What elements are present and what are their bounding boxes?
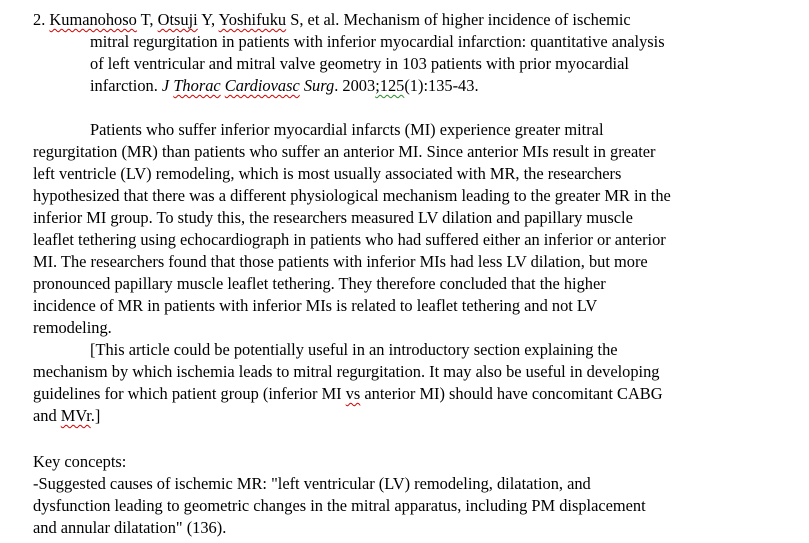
citation-pages: (1):135-43. — [404, 76, 479, 95]
citation-title-end: infarction. — [90, 76, 158, 95]
author-initial: Y, — [201, 10, 216, 29]
citation-line-2: mitral regurgitation in patients with inferior myocardial infarction: quantitative analysis — [90, 32, 665, 51]
citation-line-1 — [33, 9, 631, 31]
summary-line: Patients who suffer inferior myocardial infarcts (MI) experience greater mitral — [90, 120, 604, 139]
citation-line-4 — [90, 75, 479, 97]
journal-name: J Thorac Cardiovasc Surg — [161, 76, 335, 95]
author-name: Otsuji — [157, 10, 198, 29]
summary-line: pronounced papillary muscle leaflet tethering. They therefore concluded that the higher — [33, 274, 606, 293]
citation-volume: ;125 — [375, 76, 405, 95]
comment-line: mechanism by which ischemia leads to mitral regurgitation. It may also be useful in developing — [33, 362, 660, 381]
citation-line-3: of left ventricular and mitral valve geometry in 103 patients with prior myocardial — [90, 54, 629, 73]
key-concept-line: and annular dilatation" (136). — [33, 518, 227, 537]
author-initial: T, — [140, 10, 154, 29]
comment-line: [This article could be potentially useful in an introductory section explaining the — [90, 340, 618, 359]
key-concept-line: dysfunction leading to geometric changes in the mitral apparatus, including PM displacement — [33, 496, 646, 515]
citation-title-start: S, et al. Mechanism of higher incidence of ischemic — [290, 10, 631, 29]
key-concepts-heading: Key concepts: — [33, 452, 127, 471]
summary-line: regurgitation (MR) than patients who suffer an anterior MI. Since anterior MIs result in greater — [33, 142, 656, 161]
vs-word: vs — [345, 384, 361, 403]
author-name: Yoshifuku — [218, 10, 287, 29]
summary-line: MI. The researchers found that those patients with inferior MIs had less LV dilation, but more — [33, 252, 648, 271]
summary-line: leaflet tethering using echocardiograph in patients who had suffered either an inferior or anterior — [33, 230, 666, 249]
summary-line: hypothesized that there was a different physiological mechanism leading to the greater MR in the — [33, 186, 671, 205]
summary-line: left ventricle (LV) remodeling, which is most usually associated with MR, the researchers — [33, 164, 622, 183]
summary-line: remodeling. — [33, 318, 112, 337]
citation-number: 2. — [33, 10, 46, 29]
summary-line: incidence of MR in patients with inferior MIs is related to leaflet tethering and not LV — [33, 296, 598, 315]
citation-year: . 2003 — [334, 76, 376, 95]
key-concept-line: -Suggested causes of ischemic MR: "left ventricular (LV) remodeling, dilatation, and — [33, 474, 591, 493]
summary-line: inferior MI group. To study this, the researchers measured LV dilation and papillary muscle — [33, 208, 633, 227]
author-name: Kumanohoso — [49, 10, 137, 29]
comment-line: guidelines for which patient group (inferior MI vs anterior MI) should have concomitant CABG — [33, 384, 663, 403]
mvr-word: MVr — [60, 406, 91, 425]
comment-line: and MVr.] — [33, 406, 101, 425]
